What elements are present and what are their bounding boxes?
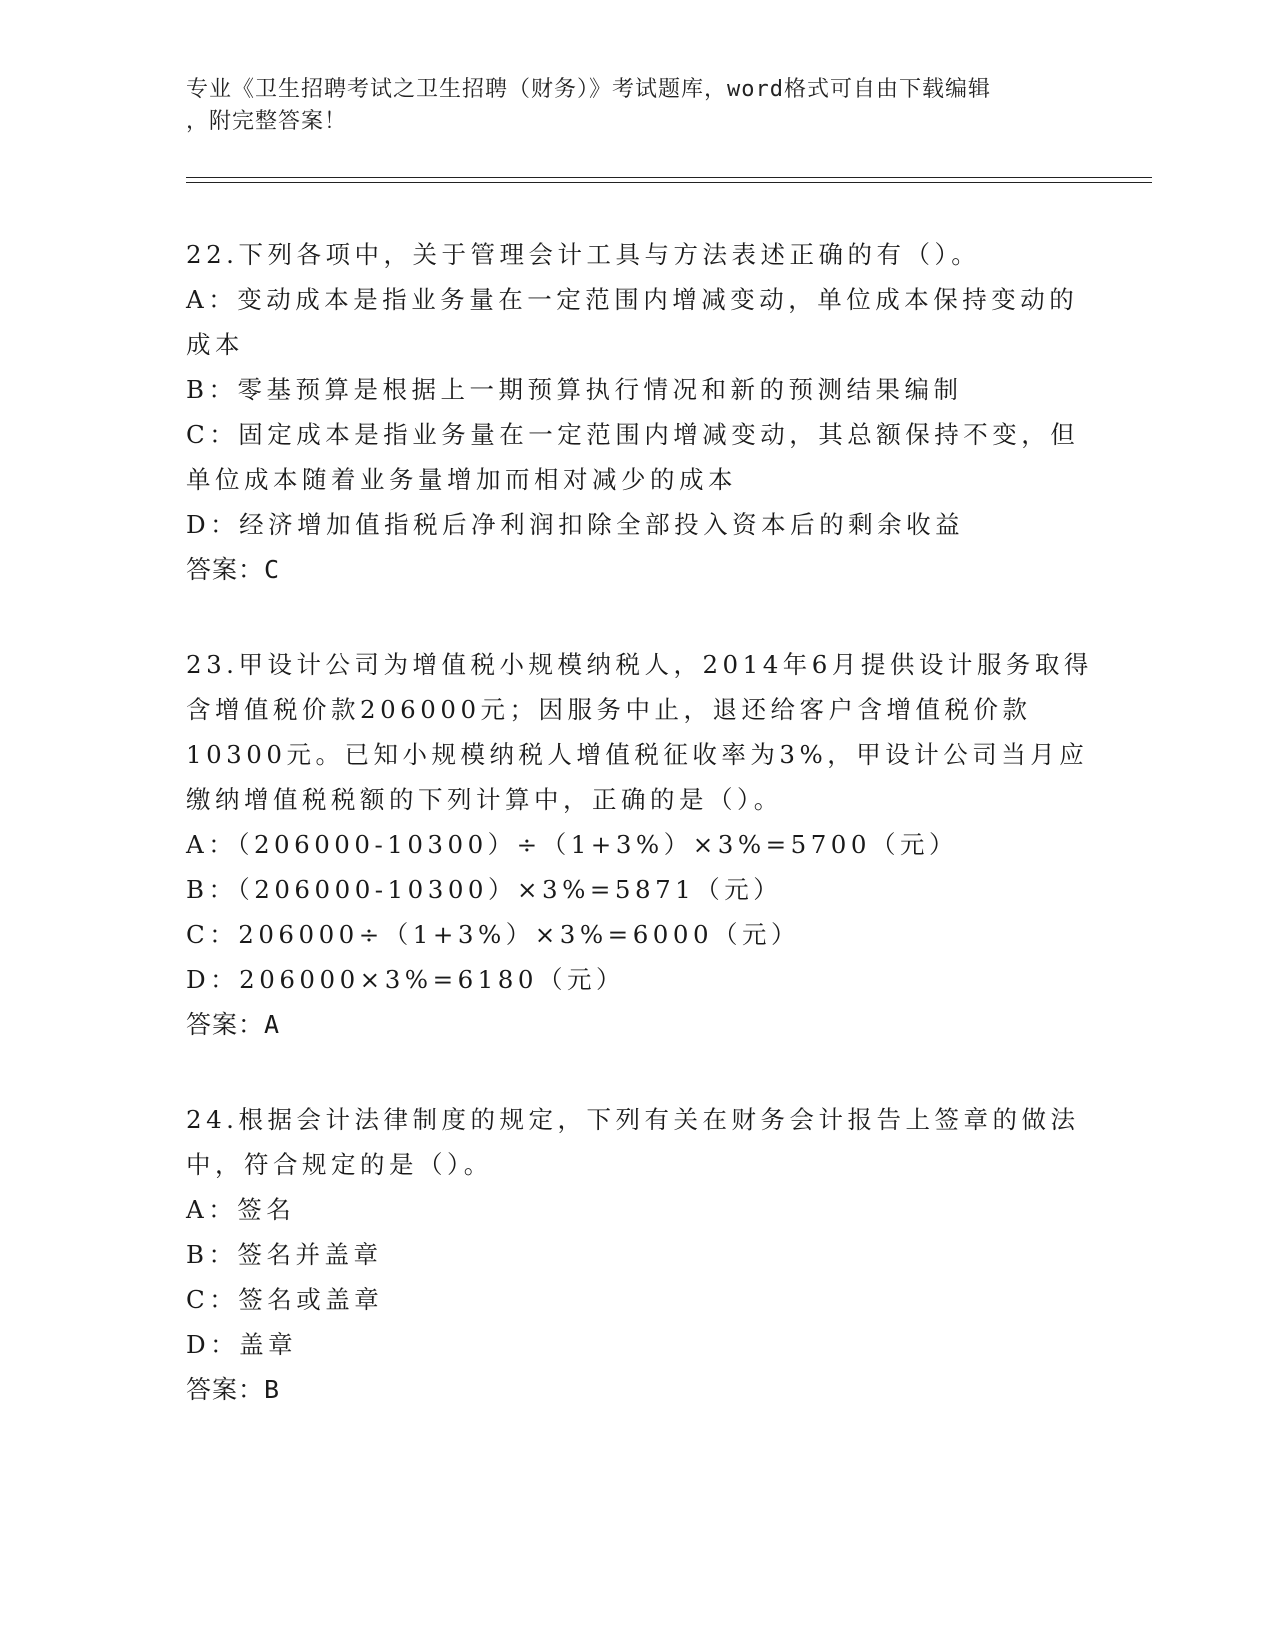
question-22-answer: 答案：C <box>186 555 281 584</box>
question-22-option-a-line-1: A：变动成本是指业务量在一定范围内增减变动，单位成本保持变动的 <box>186 285 1079 314</box>
header-divider-top <box>186 177 1152 178</box>
question-23-option-a: A：（206000-10300）÷（1+3%）×3%=5700（元） <box>186 830 958 859</box>
question-24-option-d: D：盖章 <box>186 1330 298 1359</box>
question-22-option-b: B：零基预算是根据上一期预算执行情况和新的预测结果编制 <box>186 375 963 404</box>
question-24-stem-line-1: 24.根据会计法律制度的规定，下列有关在财务会计报告上签章的做法 <box>186 1105 1080 1134</box>
question-22 <box>186 232 1086 592</box>
question-23-option-c: C：206000÷（1+3%）×3%=6000（元） <box>186 920 801 949</box>
question-23 <box>186 642 1093 1047</box>
question-24 <box>186 1097 1086 1412</box>
question-23-option-b: B：（206000-10300）×3%=5871（元） <box>186 875 783 904</box>
question-22-stem: 22.下列各项中，关于管理会计工具与方法表述正确的有（）。 <box>186 240 981 269</box>
question-22-option-c-line-1: C：固定成本是指业务量在一定范围内增减变动，其总额保持不变，但 <box>186 420 1080 449</box>
question-24-option-c: C：签名或盖章 <box>186 1285 384 1314</box>
question-23-stem-line-1: 23.甲设计公司为增值税小规模纳税人，2014年6月提供设计服务取得 <box>186 650 1093 679</box>
question-23-option-d: D：206000×3%=6180（元） <box>186 965 625 994</box>
question-23-stem-line-2: 含增值税价款206000元；因服务中止，退还给客户含增值税价款 <box>186 695 1032 724</box>
question-24-stem-line-2: 中，符合规定的是（）。 <box>186 1150 493 1179</box>
question-23-stem-line-4: 缴纳增值税税额的下列计算中，正确的是（）。 <box>186 785 783 814</box>
question-23-stem-line-3: 10300元。已知小规模纳税人增值税征收率为3%，甲设计公司当月应 <box>186 740 1089 769</box>
header-text-line-2: ，附完整答案！ <box>186 109 348 134</box>
question-22-option-d: D：经济增加值指税后净利润扣除全部投入资本后的剩余收益 <box>186 510 965 539</box>
header-text-line-1: 专业《卫生招聘考试之卫生招聘（财务）》考试题库，word格式可自由下载编辑 <box>186 77 991 102</box>
question-22-option-c-line-2: 单位成本随着业务量增加而相对减少的成本 <box>186 465 737 494</box>
question-22-option-a-line-2: 成本 <box>186 330 244 359</box>
document-header <box>186 74 1086 138</box>
question-24-option-a: A：签名 <box>186 1195 296 1224</box>
question-24-option-b: B：签名并盖章 <box>186 1240 383 1269</box>
question-23-answer: 答案：A <box>186 1010 281 1039</box>
header-divider-bottom <box>186 182 1152 183</box>
question-24-answer: 答案：B <box>186 1375 281 1404</box>
